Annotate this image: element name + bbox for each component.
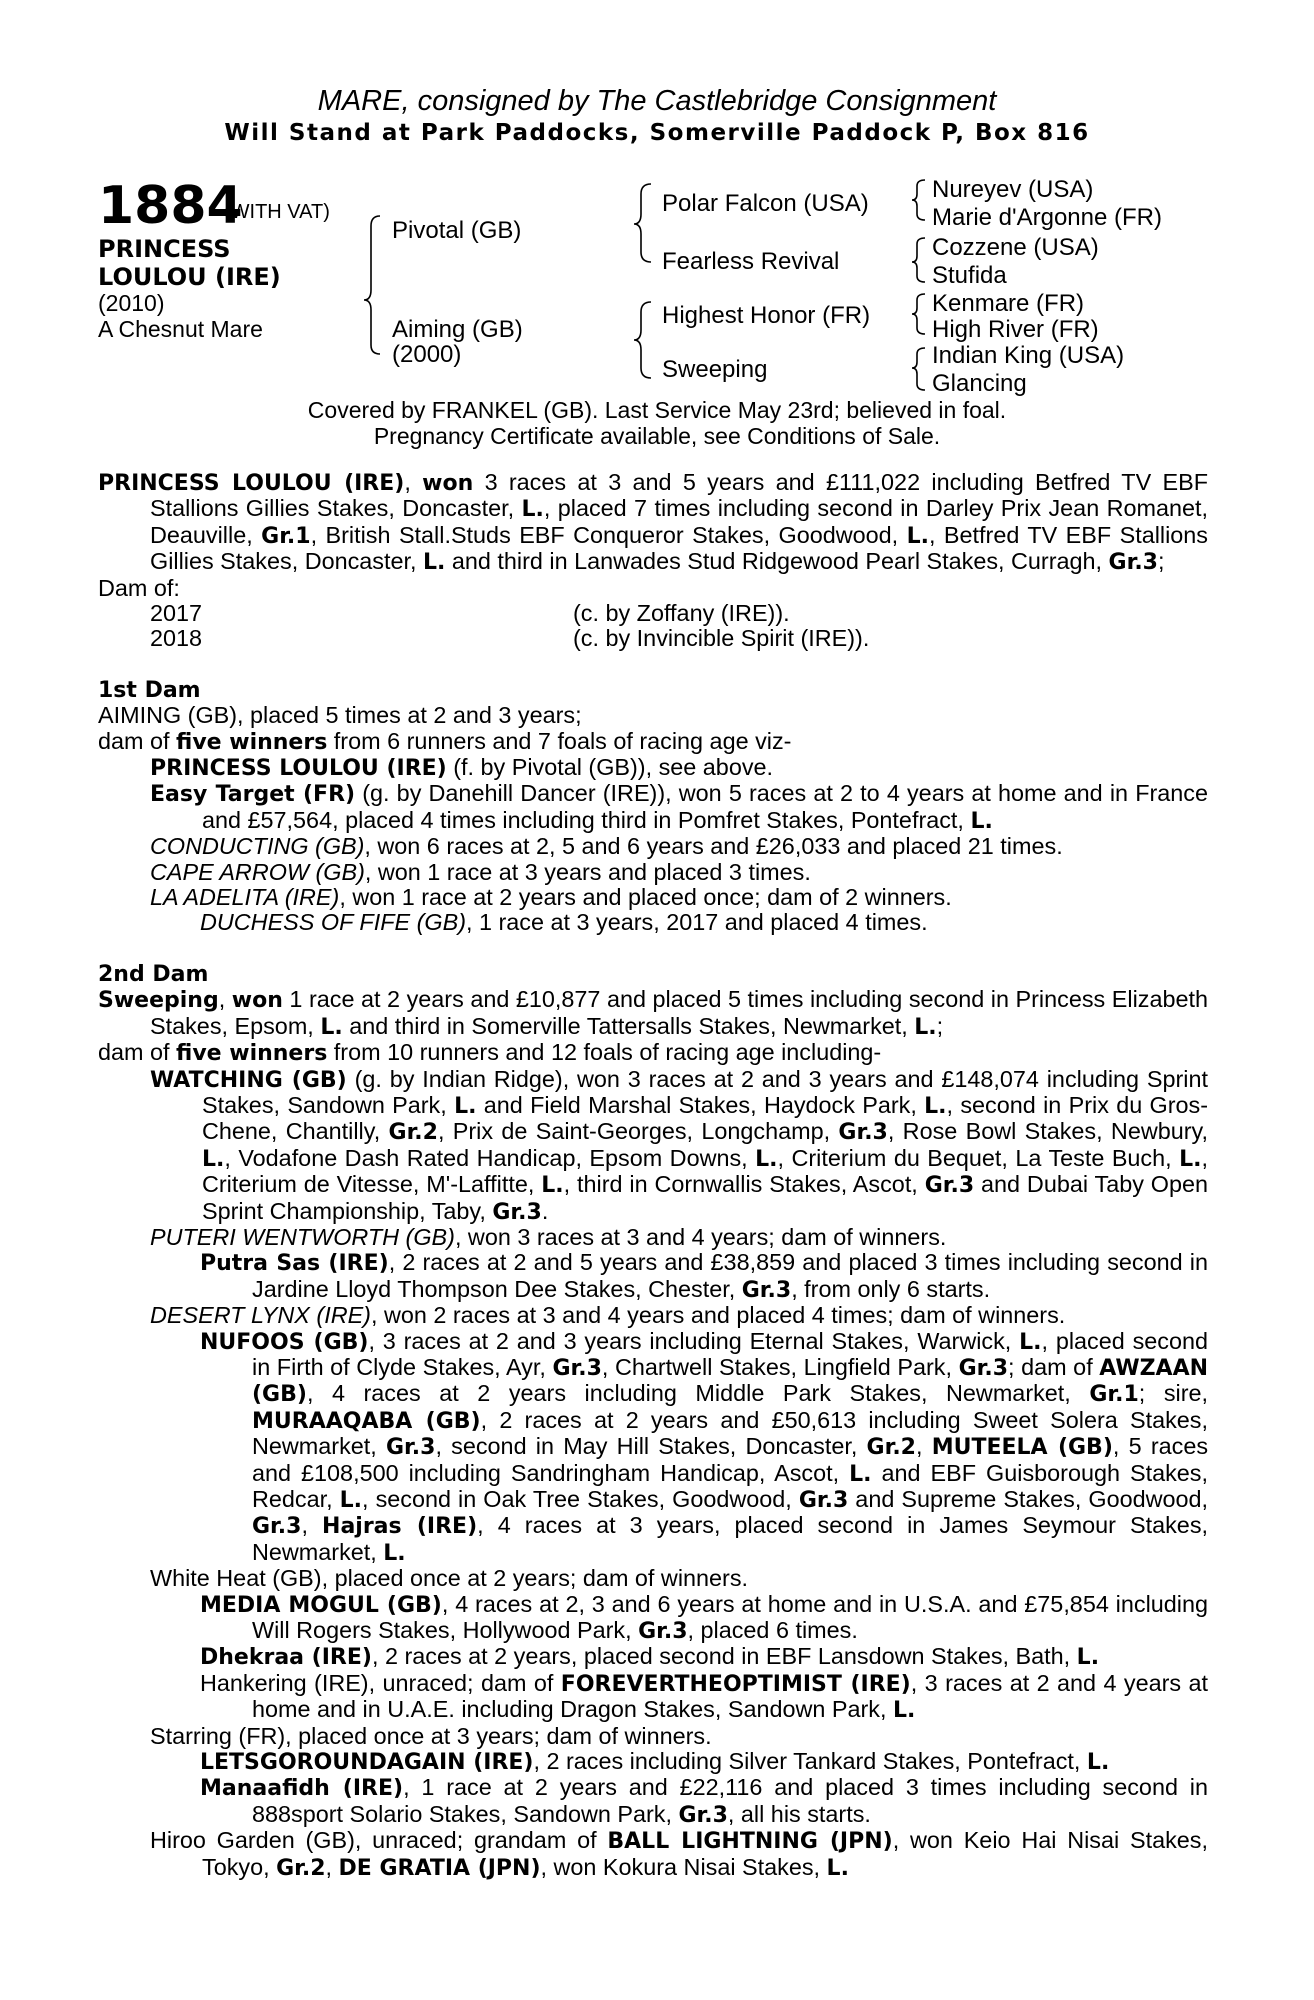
first-dam-line: AIMING (GB), placed 5 times at 2 and 3 years; [98, 702, 582, 729]
produce-entry: Starring (FR), placed once at 3 years; dam of winners. [150, 1722, 712, 1749]
horse-description: A Chesnut Mare [98, 316, 263, 342]
produce-entry: PUTERI WENTWORTH (GB), won 3 races at 3 and 4 years; dam of winners. [150, 1223, 947, 1250]
produce-entry: Manaafidh (IRE), 1 race at 2 years and £22,116 and placed 3 times including second in 888sport Solario Stakes, Sandown Park, Gr.3, all his starts. [200, 1774, 1208, 1828]
sire-sire: Polar Falcon (USA) [662, 190, 869, 217]
brace-sire-dam [364, 216, 380, 354]
first-dam-heading: 1st Dam [98, 677, 201, 703]
brace-ss [912, 180, 925, 220]
consignor-line: MARE, consigned by The Castlebridge Consignment [317, 85, 997, 117]
sds: Cozzene (USA) [932, 234, 1099, 261]
dsd: High River (FR) [932, 316, 1099, 343]
produce-entry: WATCHING (GB) (g. by Indian Ridge), won 3 races at 2 and 3 years and £148,074 including Sprint Stakes, Sandown Park, L. and Field Marshal Stakes, Haydock Park, L., second in Prix du Gros-Chene, Chantilly, Gr.2, Prix de Saint-Georges, Longchamp, Gr.3, Rose Bowl Stakes, Newbury, L., Vodafone Dash Rated Handicap, Epsom Downs, L., Criterium du Bequet, La Teste Buch, L., Criterium de Vitesse, M'-Laffitte, L., third in Cornwallis Stakes, Ascot, Gr.3 and Dubai Taby Open Sprint Championship, Taby, Gr.3. [150, 1065, 1209, 1225]
produce-entry: DUCHESS OF FIFE (GB), 1 race at 3 years, 2017 and placed 4 times. [200, 909, 928, 936]
ssd: Marie d'Argonne (FR) [932, 204, 1162, 231]
produce-entry: DESERT LYNX (IRE), won 2 races at 3 and 4 years and placed 4 times; dam of winners. [150, 1302, 1066, 1329]
produce-entry: CAPE ARROW (GB), won 1 race at 3 years and placed 3 times. [150, 858, 811, 885]
first-dam-produce: dam of five winners from 6 runners and 7 foals of racing age viz- [98, 727, 792, 755]
produce-row: 2017 (c. by Zoffany (IRE)). [150, 600, 790, 627]
brace-dd [912, 348, 925, 390]
pregnancy-line: Pregnancy Certificate available, see Conditions of Sale. [373, 423, 941, 449]
summary-won: won [422, 471, 474, 496]
sire: Pivotal (GB) [392, 217, 522, 244]
horse-name-line1: PRINCESS [98, 235, 231, 263]
produce-entry: NUFOOS (GB), 3 races at 2 and 3 years including Eternal Stakes, Warwick, L., placed second in Firth of Clyde Stakes, Ayr, Gr.3, Chartwell Stakes, Lingfield Park, Gr.3; dam of AWZAAN (GB), 4 races at 2 years including Middle Park Stakes, Newmarket, Gr.1; sire, MURAAQABA (GB), 2 races at 2 years and £50,613 including Sweet Solera Stakes, Newmarket, Gr.3, second in May Hill Stakes, Doncaster, Gr.2, MUTEELA (GB), 5 races and £108,500 including Sandringham Handicap, Ascot, L. and EBF Guisborough Stakes, Redcar, L., second in Oak Tree Stakes, Goodwood, Gr.3 and Supreme Stakes, Goodwood, Gr.3, Hajras (IRE), 4 races at 3 years, placed second in James Seymour Stakes, Newmarket, L. [200, 1327, 1209, 1566]
produce-entry: Hankering (IRE), unraced; dam of FOREVERTHEOPTIMIST (IRE), 3 races at 2 and 4 years at home and in U.A.E. including Dragon Stakes, Sandown Park, L. [200, 1669, 1209, 1724]
produce-entry: LETSGOROUNDAGAIN (IRE), 2 races including Silver Tankard Stakes, Pontefract, L. [200, 1748, 1110, 1776]
produce-entry: Putra Sas (IRE), 2 races at 2 and 5 years and £38,859 and placed 3 times including second in Jardine Lloyd Thompson Dee Stakes, Chester, Gr.3, from only 6 starts. [200, 1249, 1208, 1303]
dam-year: (2000) [392, 341, 462, 368]
foaling-year: (2010) [98, 290, 165, 316]
stable-location: Will Stand at Park Paddocks, Somerville Paddock P, Box 816 [224, 120, 1090, 146]
ddd: Glancing [932, 370, 1027, 397]
lot-number: 1884 [98, 176, 243, 236]
vat-note: (WITH VAT) [224, 201, 330, 223]
sire-dam: Fearless Revival [662, 248, 840, 275]
produce-entry: CONDUCTING (GB), won 6 races at 2, 5 and 6 years and £26,033 and placed 21 times. [150, 833, 1063, 860]
dds: Indian King (USA) [932, 342, 1125, 369]
summary-paragraph: PRINCESS LOULOU (IRE), won 3 races at 3 and 5 years and £111,022 including Betfred TV EBF Stallions Gillies Stakes, Doncaster, L., placed 7 times including second in Darley Prix Jean Romanet, Deauville, Gr.1, British Stall.Studs EBF Conqueror Stakes, Goodwood, L., Betfred TV EBF Stallions Gillies Stakes, Doncaster, L. and third in Lanwades Stud Ridgewood Pearl Stakes, Curragh, Gr.3; [98, 469, 1209, 576]
dam-of-label: Dam of: [98, 574, 180, 601]
catalogue-body [98, 470, 1208, 1881]
covered-line: Covered by FRANKEL (GB). Last Service May 23rd; believed in foal. [307, 397, 1007, 423]
produce-entry: Easy Target (FR) (g. by Danehill Dancer (IRE)), won 5 races at 2 to 4 years at home and in France and £57,564, placed 4 times including third in Pomfret Stakes, Pontefract, L. [150, 780, 1208, 834]
brace-ds [912, 294, 925, 334]
produce-entry: Dhekraa (IRE), 2 races at 2 years, placed second in EBF Lansdown Stakes, Bath, L. [200, 1643, 1100, 1671]
dss: Kenmare (FR) [932, 290, 1085, 317]
brace-sire-line [634, 184, 651, 262]
dam: Aiming (GB) [392, 316, 523, 343]
sss: Nureyev (USA) [932, 176, 1094, 203]
produce-entry: LA ADELITA (IRE), won 1 race at 2 years and placed once; dam of 2 winners. [150, 884, 952, 911]
produce-entry: PRINCESS LOULOU (IRE) (f. by Pivotal (GB)), see above. [150, 754, 774, 782]
produce-entry: Hiroo Garden (GB), unraced; grandam of BALL LIGHTNING (JPN), won Keio Hai Nisai Stakes, Tokyo, Gr.2, DE GRATIA (JPN), won Kokura Nisai Stakes, L. [150, 1827, 1208, 1881]
horse-name-line2: LOULOU (IRE) [98, 263, 281, 291]
second-dam-line: Sweeping, won 1 race at 2 years and £10,877 and placed 5 times including second in Princess Elizabeth Stakes, Epsom, L. and third in Somerville Tattersalls Stakes, Newmarket, L.; [98, 986, 1208, 1040]
second-dam-heading: 2nd Dam [98, 961, 209, 987]
produce-entry: White Heat (GB), placed once at 2 years; dam of winners. [150, 1565, 749, 1592]
brace-sd [912, 238, 925, 282]
produce-row: 2018 (c. by Invincible Spirit (IRE)). [150, 625, 870, 652]
produce-entry: MEDIA MOGUL (GB), 4 races at 2, 3 and 6 years at home and in U.S.A. and £75,854 including Will Rogers Stakes, Hollywood Park, Gr.3, placed 6 times. [200, 1590, 1209, 1645]
brace-dam-line [634, 302, 651, 378]
dam-dam: Sweeping [662, 356, 768, 383]
second-dam-produce: dam of five winners from 10 runners and 12 foals of racing age including- [98, 1039, 882, 1067]
dam-sire: Highest Honor (FR) [662, 302, 871, 329]
sdd: Stufida [932, 262, 1007, 289]
summary-name: PRINCESS LOULOU (IRE) [98, 471, 405, 496]
